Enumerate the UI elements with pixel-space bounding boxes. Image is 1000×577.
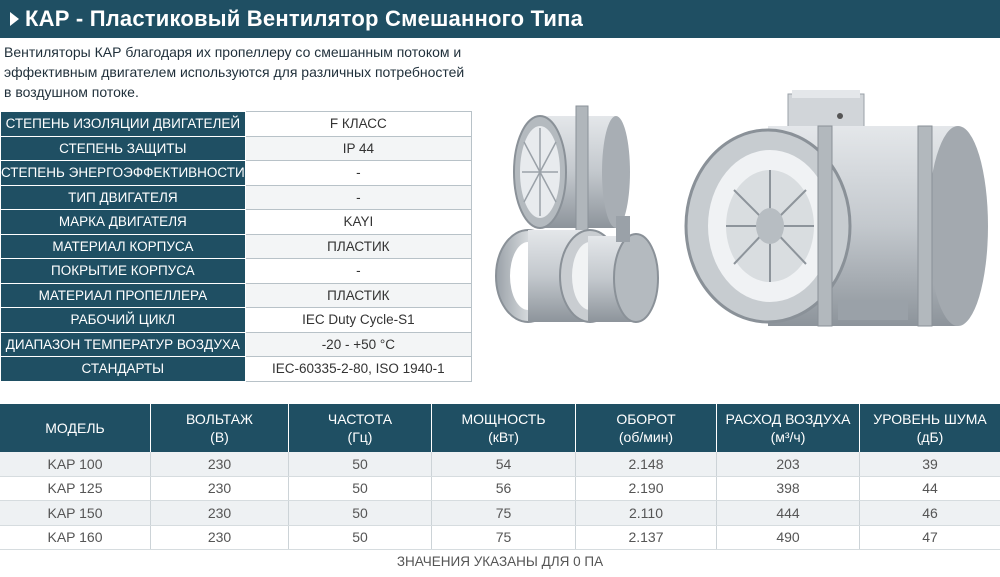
cell-voltage: 230 xyxy=(151,452,289,476)
cell-airflow: 398 xyxy=(717,476,860,501)
spec-row xyxy=(1,136,472,161)
table-row xyxy=(0,525,1000,550)
specs-table xyxy=(0,111,472,382)
footnote: ЗНАЧЕНИЯ УКАЗАНЫ ДЛЯ 0 ПА xyxy=(396,554,604,569)
title-bar xyxy=(0,0,1000,38)
spec-row xyxy=(1,112,472,137)
product-images xyxy=(488,86,1000,386)
large-fan-image xyxy=(686,90,988,326)
spec-row xyxy=(1,259,472,284)
cell-model: KAP 150 xyxy=(0,501,151,526)
spec-value: -20 - +50 °C xyxy=(245,332,471,357)
cell-airflow: 490 xyxy=(717,525,860,550)
spec-value: IP 44 xyxy=(245,136,471,161)
intro-text xyxy=(4,42,484,102)
table-row xyxy=(0,476,1000,501)
cell-model: KAP 125 xyxy=(0,476,151,501)
table-row xyxy=(0,501,1000,526)
spec-value: - xyxy=(245,259,471,284)
intro-line-3: в воздушном потоке. xyxy=(4,84,139,100)
col-frequency: ЧАСТОТА (Гц) xyxy=(289,404,432,452)
cell-noise: 46 xyxy=(860,501,1000,526)
intro-line-2: эффективным двигателем используются для различных потребностей xyxy=(4,64,465,80)
cell-power: 56 xyxy=(432,476,576,501)
spec-row xyxy=(1,332,472,357)
cell-frequency: 50 xyxy=(289,452,432,476)
cell-power: 75 xyxy=(432,525,576,550)
spec-row xyxy=(1,308,472,333)
cell-frequency: 50 xyxy=(289,525,432,550)
col-model: МОДЕЛЬ xyxy=(0,404,151,452)
cell-noise: 44 xyxy=(860,476,1000,501)
cell-model: KAP 160 xyxy=(0,525,151,550)
cell-noise: 47 xyxy=(860,525,1000,550)
col-power: МОЩНОСТЬ (кВт) xyxy=(432,404,576,452)
spec-row xyxy=(1,357,472,382)
page-title: КАР - Пластиковый Вентилятор Смешанного Типа xyxy=(25,6,584,31)
col-noise: УРОВЕНЬ ШУМА (дБ) xyxy=(860,404,1000,452)
cell-voltage: 230 xyxy=(151,476,289,501)
spec-value: IEC-60335-2-80, ISO 1940-1 xyxy=(245,357,471,382)
cell-voltage: 230 xyxy=(151,501,289,526)
spec-label: МАТЕРИАЛ ПРОПЕЛЛЕРА xyxy=(1,283,246,308)
spec-label: СТАНДАРТЫ xyxy=(1,357,246,382)
cell-frequency: 50 xyxy=(289,501,432,526)
mounting-rings-image xyxy=(496,216,658,322)
spec-label: СТЕПЕНЬ ИЗОЛЯЦИИ ДВИГАТЕЛЕЙ xyxy=(1,112,246,137)
spec-row xyxy=(1,283,472,308)
small-fan-image xyxy=(514,106,630,236)
cell-voltage: 230 xyxy=(151,525,289,550)
spec-value: F КЛАСС xyxy=(245,112,471,137)
spec-value: - xyxy=(245,161,471,186)
models-header-row xyxy=(0,404,1000,452)
spec-label: МАРКА ДВИГАТЕЛЯ xyxy=(1,210,246,235)
cell-model: KAP 100 xyxy=(0,452,151,476)
cell-rpm: 2.148 xyxy=(576,452,717,476)
models-table xyxy=(0,404,1000,550)
spec-label: СТЕПЕНЬ ЭНЕРГОЭФФЕКТИВНОСТИ xyxy=(1,161,246,186)
col-voltage: ВОЛЬТАЖ (В) xyxy=(151,404,289,452)
spec-value: - xyxy=(245,185,471,210)
cell-rpm: 2.137 xyxy=(576,525,717,550)
spec-row xyxy=(1,210,472,235)
cell-rpm: 2.190 xyxy=(576,476,717,501)
spec-value: IEC Duty Cycle-S1 xyxy=(245,308,471,333)
spec-label: ПОКРЫТИЕ КОРПУСА xyxy=(1,259,246,284)
cell-rpm: 2.110 xyxy=(576,501,717,526)
intro-line-1: Вентиляторы КАР благодаря их пропеллеру со смешанным потоком и xyxy=(4,44,462,60)
col-airflow: РАСХОД ВОЗДУХА (м³/ч) xyxy=(717,404,860,452)
spec-value: ПЛАСТИК xyxy=(245,283,471,308)
col-rpm: ОБОРОТ (об/мин) xyxy=(576,404,717,452)
table-row xyxy=(0,452,1000,476)
spec-row xyxy=(1,185,472,210)
spec-label: МАТЕРИАЛ КОРПУСА xyxy=(1,234,246,259)
spec-label: СТЕПЕНЬ ЗАЩИТЫ xyxy=(1,136,246,161)
spec-value: KAYI xyxy=(245,210,471,235)
spec-label: РАБОЧИЙ ЦИКЛ xyxy=(1,308,246,333)
cell-frequency: 50 xyxy=(289,476,432,501)
cell-airflow: 203 xyxy=(717,452,860,476)
cell-noise: 39 xyxy=(860,452,1000,476)
spec-row xyxy=(1,234,472,259)
cell-power: 54 xyxy=(432,452,576,476)
spec-value: ПЛАСТИК xyxy=(245,234,471,259)
cell-airflow: 444 xyxy=(717,501,860,526)
spec-row xyxy=(1,161,472,186)
cell-power: 75 xyxy=(432,501,576,526)
spec-label: ТИП ДВИГАТЕЛЯ xyxy=(1,185,246,210)
spec-label: ДИАПАЗОН ТЕМПЕРАТУР ВОЗДУХА xyxy=(1,332,246,357)
triangle-bullet-icon xyxy=(10,12,19,26)
